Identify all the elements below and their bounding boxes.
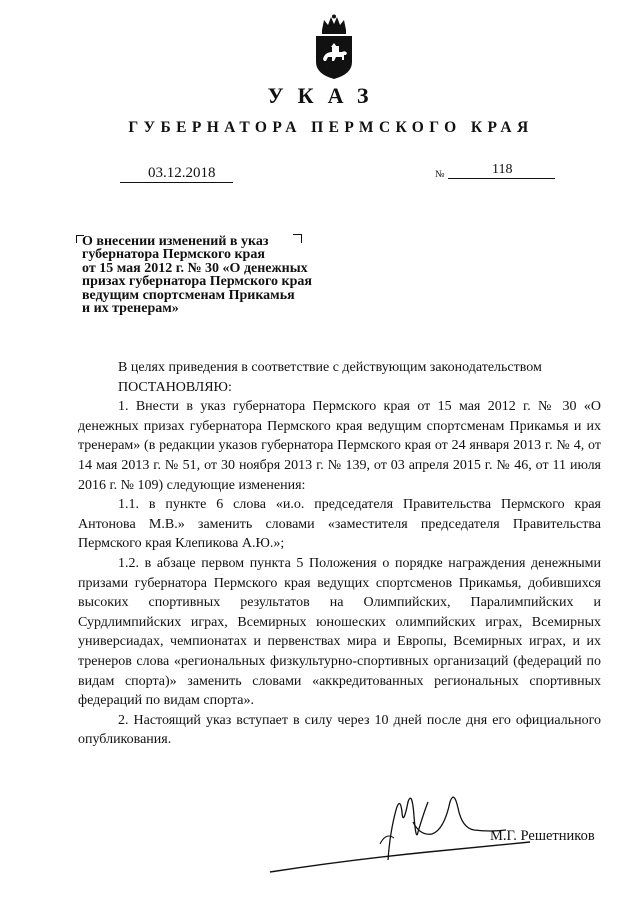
coat-of-arms-icon [312,14,356,80]
date-underline [120,182,233,183]
decree-number: 118 [492,162,513,177]
subject-line: О внесении изменений в указ [82,234,269,249]
clause-2: 2. Настоящий указ вступает в силу через 10 дней после дня его официального опубликования. [78,712,601,748]
subject-line: призах губернатора Пермского края [82,274,312,290]
issuer-heading: ГУБЕРНАТОРА ПЕРМСКОГО КРАЯ [128,119,534,136]
document-type-heading: УКАЗ [267,83,383,108]
signatory-name: М.Г. Решетников [490,828,595,844]
number-sign: № [435,169,445,180]
clause-1-1: 1.1. в пункте 6 слова «и.о. председателя Правительства Пермского края Антонова М.В.» заменить словами «заместителя председателя Правительства Пермского края Клепикова А.Ю.»; [78,497,601,552]
subject-line: ведущим спортсменам Прикамья [82,287,295,303]
handwritten-signature [268,772,538,882]
number-underline [448,178,555,179]
preamble-paragraph: В целях приведения в соответствие с действующим законодательством [118,360,542,375]
clause-1: 1. Внести в указ губернатора Пермского края от 15 мая 2012 г. № 30 «О денежных призах губернатора Пермского края ведущим спортсменам Прикамья и их тренерам» (в редакции указов губернатора Пермского края от 24 января 2013 г. № 4, от 14 мая 2013 г. № 51, от 30 ноября 2013 г. № 139, от 03 апреля 2015 г. № 46, от 11 июля 2016 г. № 109) следующие изменения: [78,399,601,493]
decree-body [78,358,601,750]
clause-1-2: 1.2. в абзаце первом пункта 5 Положения о порядке награждения денежными призами губернатора Пермского края ведущих спортсменов Прикамья, добившихся высоких спортивных результатов на Олимпийских, Паралимпийских и Сурдлимпийских играх, Всемирных юношеских олимпийских играх, Всемирных универсиадах, чемпионатах и первенствах мира и Европы, Всемирных играх, и их тренеров слова «региональных физкультурно-спортивных организаций (федераций по видам спорта)» заменить словами «аккредитованных региональных спортивных федераций по видам спорта». [78,555,601,709]
decree-subject [82,235,362,315]
subject-line: от 15 мая 2012 г. № 30 «О денежных [82,260,308,276]
decree-date: 03.12.2018 [148,165,216,181]
subject-line: и их тренерам» [82,301,179,317]
decree-word: ПОСТАНОВЛЯЮ: [118,379,232,395]
subject-line: губернатора Пермского края [82,247,265,263]
